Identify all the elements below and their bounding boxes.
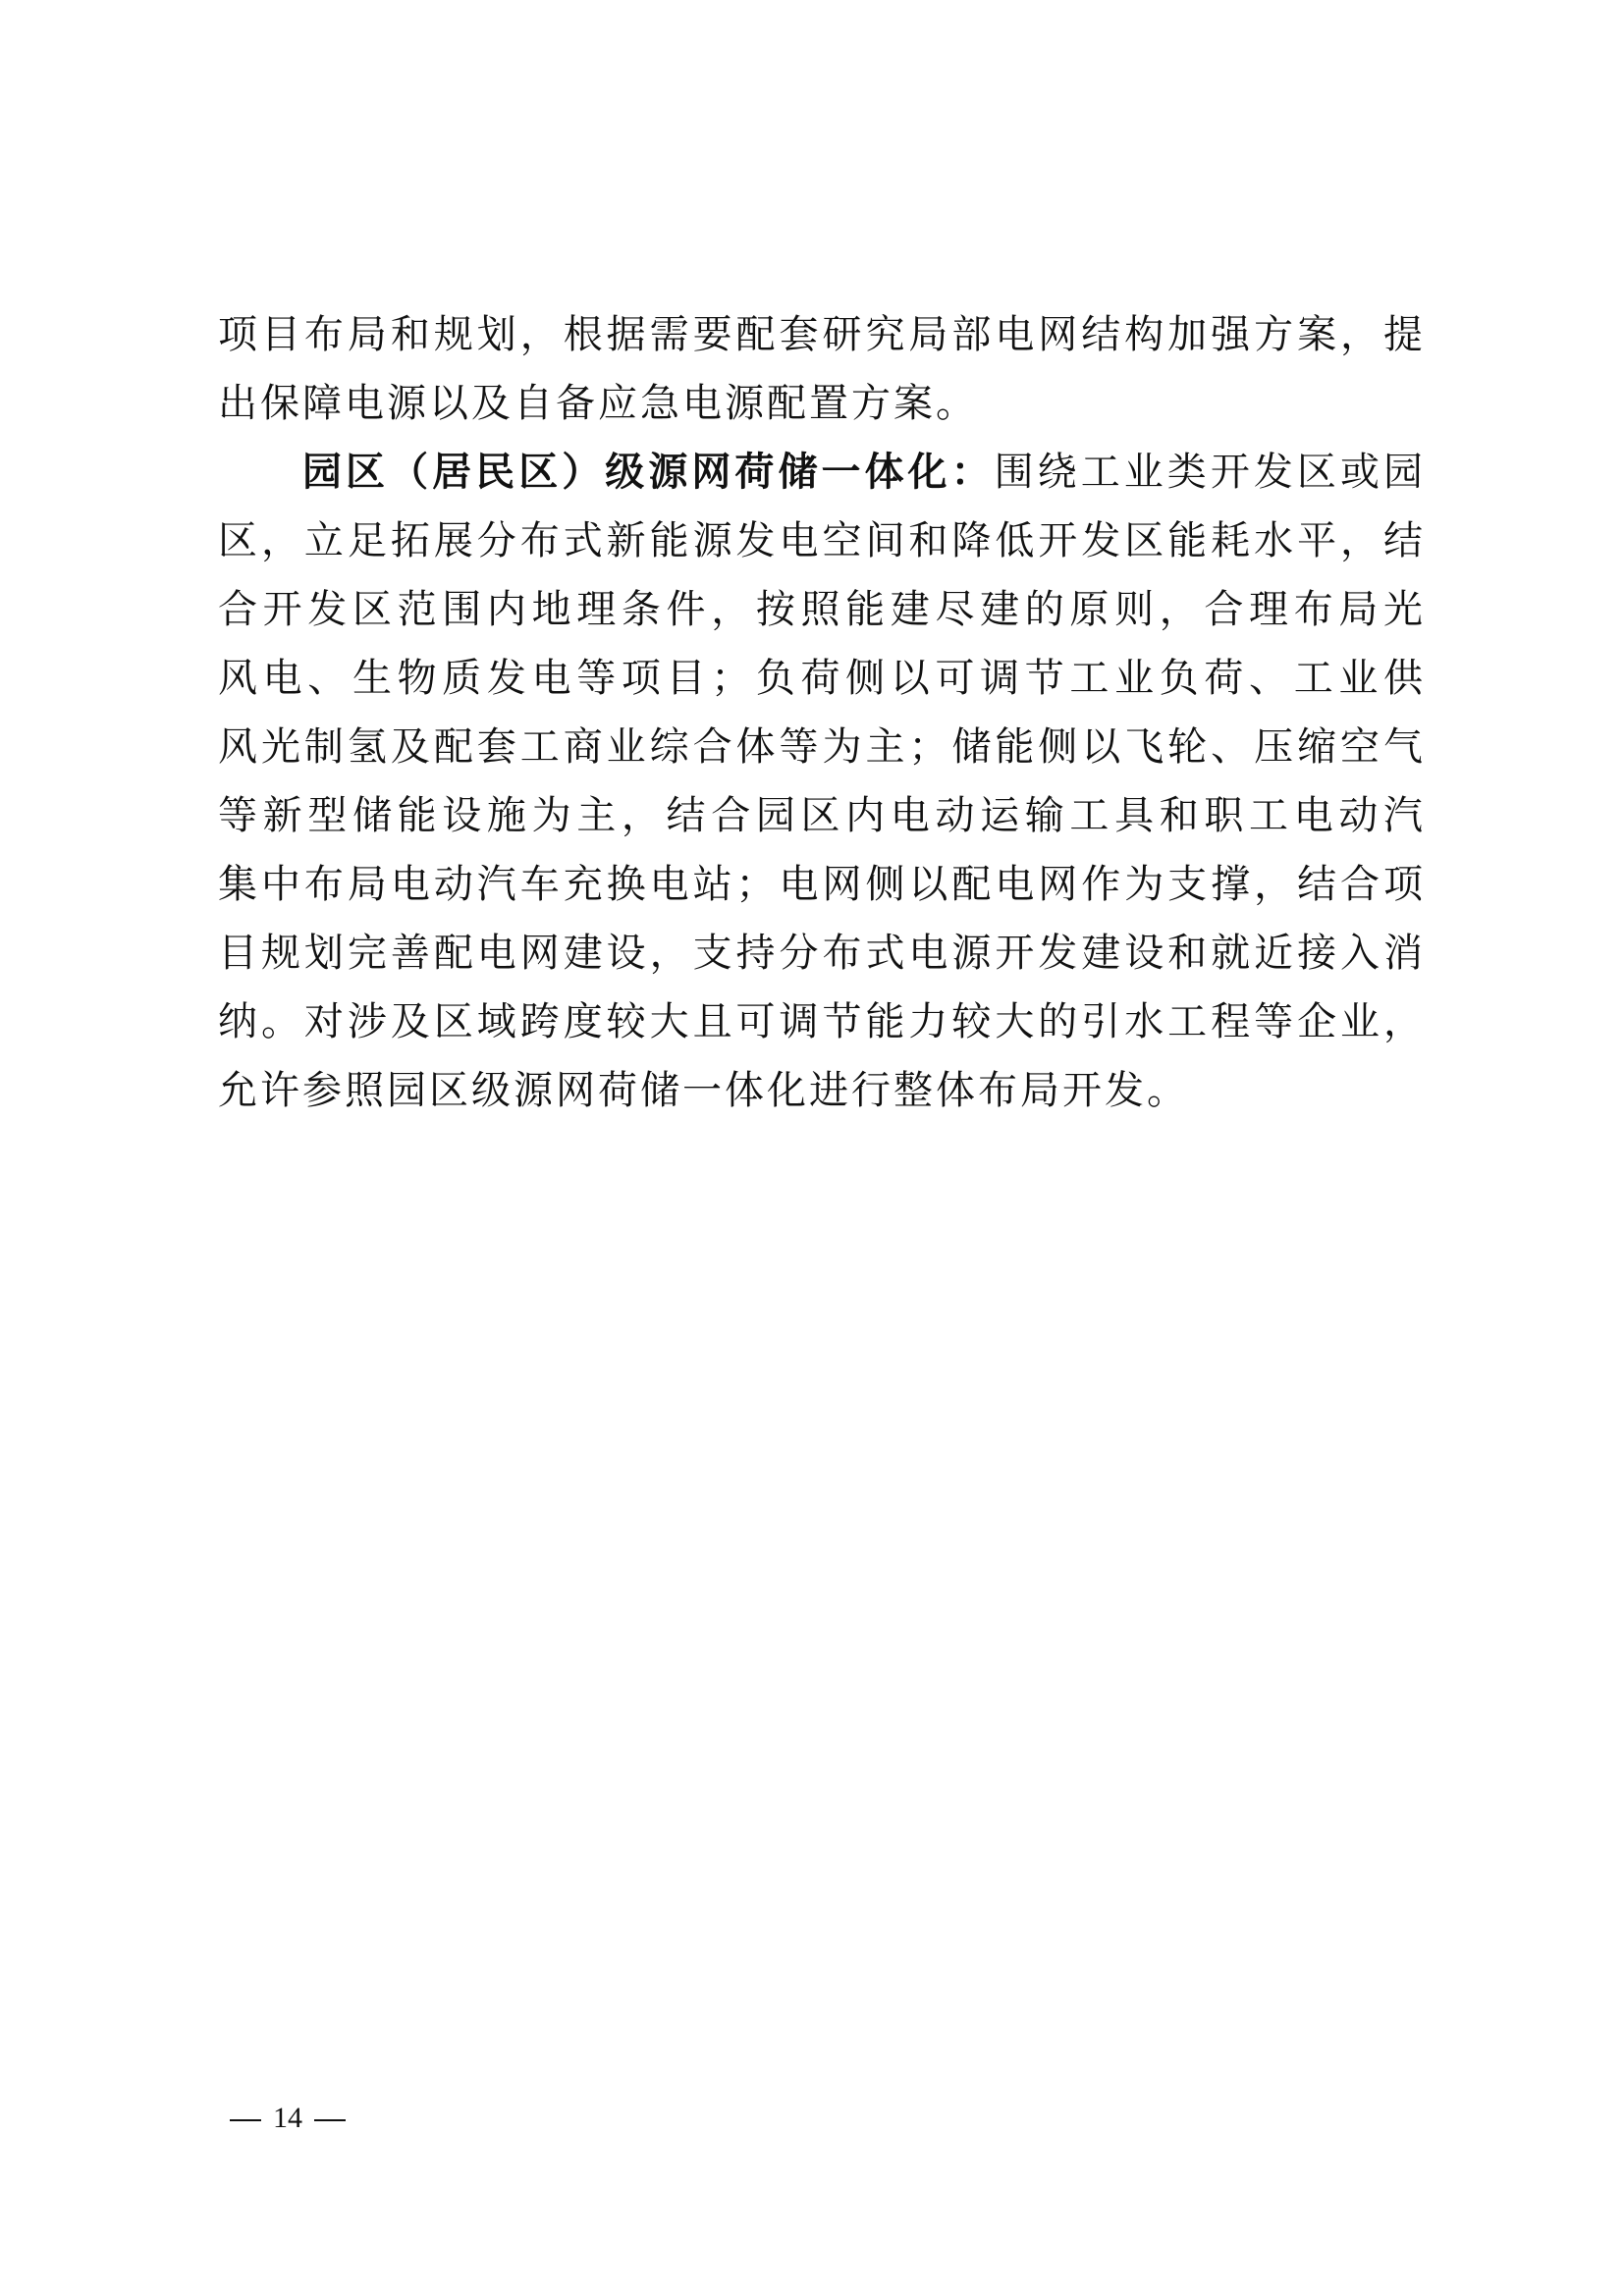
paragraph-2-line-9: 纳。对涉及区域跨度较大且可调节能力较大的引水工程等企业， (218, 999, 1426, 1044)
paragraph-2-line-8: 目规划完善配电网建设，支持分布式电源开发建设和就近接入消 (218, 931, 1426, 976)
paragraph-2-line-1 (218, 438, 1426, 507)
paragraph-2-line-10: 允许参照园区级源网荷储一体化进行整体布局开发。 (218, 1068, 1189, 1113)
page-number-left-dash (230, 2119, 261, 2121)
paragraph-2-line-6: 等新型储能设施为主，结合园区内电动运输工具和职工电动汽 (218, 793, 1426, 838)
section-heading: 园区（居民区）级源网荷储一体化： (302, 449, 995, 495)
paragraph-2-line-3: 合开发区范围内地理条件，按照能建尽建的原则，合理布局光 (218, 587, 1426, 632)
paragraph-2-line-5: 风光制氢及配套工商业综合体等为主；储能侧以飞轮、压缩空气 (218, 724, 1426, 770)
paragraph-1-line-2: 出保障电源以及自备应急电源配置方案。 (218, 381, 978, 426)
page-number-right-dash (314, 2119, 346, 2121)
page-number: 14 (273, 2102, 302, 2134)
paragraph-2-line-4: 风电、生物质发电等项目；负荷侧以可调节工业负荷、工业供 (218, 656, 1426, 701)
paragraph-2-line-1-rest: 围绕工业类开发区或园 (994, 450, 1426, 495)
paragraph-2-line-2: 区，立足拓展分布式新能源发电空间和降低开发区能耗水平，结 (218, 518, 1426, 563)
paragraph-2-line-7: 集中布局电动汽车充换电站；电网侧以配电网作为支撑，结合项 (218, 862, 1426, 907)
paragraph-1-line-1: 项目布局和规划，根据需要配套研究局部电网结构加强方案，提 (218, 312, 1426, 357)
page-footer (218, 2099, 357, 2138)
body-text (218, 300, 1426, 1125)
